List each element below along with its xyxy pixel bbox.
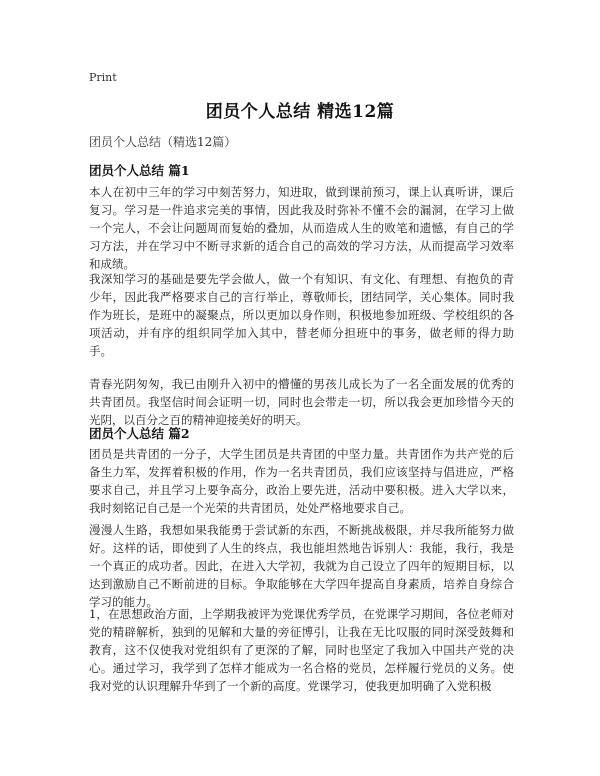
section-heading-1: 团员个人总结 篇1 [89,163,190,178]
section-1-paragraph-1: 本人在初中三年的学习中刻苦努力，知进取，做到课前预习，课上认真听讲，课后复习。学习是一件追求完美的事情，因此我及时弥补不懂不会的漏洞，在学习上做一个完人，不会让问题周而复始的叠加，从而造成人生的败笔和遗憾，有自己的学习方法，并在学习中不断寻求新的适合自己的高效的学习方法，从而提高学习效率和成绩。 [89,185,514,271]
section-2-paragraph-1: 团员是共青团的一分子，大学生团员是共青团的中坚力量。共青团作为共产党的后备生力军，发挥着积极的作用，作为一名共青团员，我们应该坚持与倡进应，严格要求自己，并且学习上要争高分，政治上要先进，活动中要积极。进入大学以来，我时刻铭记自己是一个光荣的共青团员，处处严格地要求自己。 [89,447,514,515]
section-2-paragraph-3: 1，在思想政治方面，上学期我被评为党课优秀学员，在党课学习期间，各位老师对党的精辟解析，独到的见解和大量的旁征博引，让我在无比叹服的同时深受鼓舞和教育，这不仅使我对党组织有了更深的了解，同时也坚定了我加入中国共产党的决心。通过学习，我学到了怎样才能成为一名合格的党员，怎样履行党员的义务。使我对党的认识理解升华到了一个新的高度。党课学习，使我更加明确了入党积极 [89,607,514,693]
section-heading-2: 团员个人总结 篇2 [89,426,190,441]
section-1-paragraph-2: 我深知学习的基础是要先学会做人，做一个有知识、有文化、有理想、有抱负的青少年，因此我严格要求自己的言行举止，尊敬师长，团结同学，关心集体。同时我作为班长，是班中的凝聚点，所以更加以身作则，积极地参加班级、学校组织的各项活动，并有序的组织同学加入其中，替老师分担班中的事务，做老师的得力助手。 [89,272,514,358]
page-title: 团员个人总结 精选12篇 [205,102,395,122]
print-link[interactable]: Print [89,71,117,84]
section-1-paragraph-3: 青春光阴匆匆，我已由刚升入初中的懵懂的男孩儿成长为了一名全面发展的优秀的共青团员。我坚信时间会证明一切，同时也会带走一切，所以我会更加珍惜今天的光阴，以百分之百的精神迎接美好的明天。 [89,377,514,427]
section-2-paragraph-2: 漫漫人生路，我想如果我能勇于尝试新的东西，不断挑战极限，并尽我所能努力做好。这样的话，即使到了人生的终点，我也能坦然地告诉别人：我能，我行，我是一个真正的成功者。因此，在进入大学初，我就为自己设立了四年的短期目标，以达到激励自己不断前进的目标。争取能够在大学四年提高自身素质，培养自身综合学习的能力。 [89,523,514,609]
document-subtitle: 团员个人总结（精选12篇） [89,135,237,149]
